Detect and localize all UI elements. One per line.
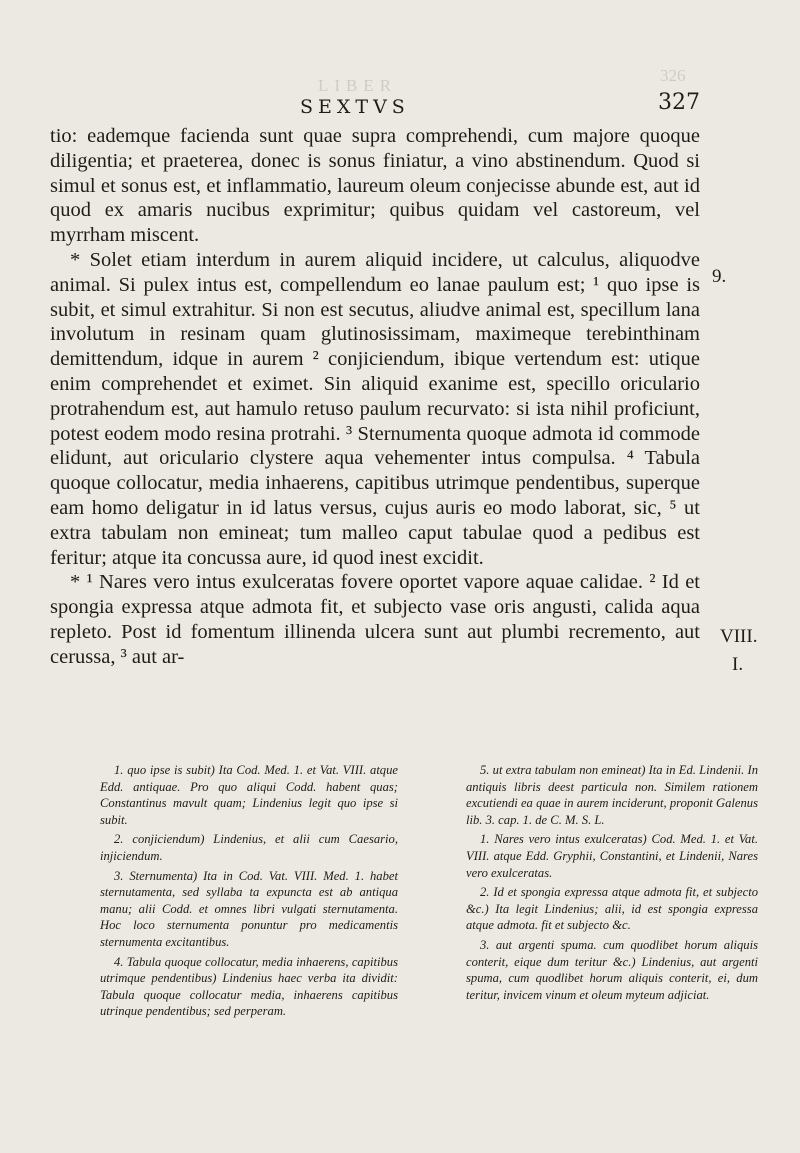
footnotes-left-column bbox=[100, 762, 398, 1023]
margin-section-9: 9. bbox=[712, 266, 727, 287]
paragraph-continuation: tio: eademque facienda sunt quae supra comprehendi, cum majore quoque diligentia; et praeterea, donec is sonus finiatur, a vino abstinendum. Quod si simul et sonus est, et inflammatio, laureum oleum conjecisse abunde est, aut id quod ex amaris nucibus exprimitur; quibus quidam vel castoreum, vel myrrham miscent. bbox=[50, 125, 700, 247]
footnote: 1. Nares vero intus exulceratas) Cod. Med. 1. et Vat. VIII. atque Edd. Gryphii, Constantini, et Lindenii, Nares vero exulceratas. bbox=[466, 832, 758, 880]
page-number: 327 bbox=[658, 90, 700, 115]
running-head: SEXTVS bbox=[300, 96, 410, 118]
margin-chapter-viii: VIII. bbox=[720, 626, 758, 647]
paragraph-nares: * ¹ Nares vero intus exulceratas fovere oportet vapore aquae calidae. ² Id et spongia expressa atque admota fit, et subjecto vase oris angusti, calida aqua repleto. Post id fomentum illinenda ulcera sunt aut plumbi recremento, aut cerussa, ³ aut ar- bbox=[50, 571, 700, 668]
footnote: 4. Tabula quoque collocatur, media inhaerens, capitibus utrimque pendentibus) Lindenius haec verba ita dividit: Tabula quoque collocatur media, inhaerens capitibus utrinque pendentibus; sed perperam. bbox=[100, 954, 398, 1019]
paragraph-objects-in-ear: * Solet etiam interdum in aurem aliquid incidere, ut calculus, aliquodve animal. Si pulex intus est, compellendum eo lanae paulum est; ¹ quo ipse is subit, et simul extrahitur. Si non est secutus, aliudve animal est, specillum lana involutum in resinam quam glutinosissimam, maximeque terebinthinam demittendum, idque in aurem ² conjiciendum, ibique vertendum est: utique enim comprehendet et eximet. Sin aliquid exanime est, specillo oriculario protrahendum est, aut hamulo retuso paulum recurvato: si ista nihil proficiunt, potest eodem modo resina protrahi. ³ Sternumenta quoque admota id commode elidunt, aut oriculario clystere aqua vehementer intus compulsa. ⁴ Tabula quoque collocatur, media inhaerens, capitibus utrimque pendentibus, superque eam homo deligatur in id latus versus, cujus auris eo modo laborat, sic, ⁵ ut extra tabulam non emineat; tum malleo caput tabulae quod a pedibus est feritur; atque ita concussa aure, id quod inest excidit. bbox=[50, 248, 700, 569]
bleed-through-page-number: 326 bbox=[660, 66, 686, 85]
margin-section-1: I. bbox=[732, 654, 744, 675]
footnote: 1. quo ipse is subit) Ita Cod. Med. 1. et Vat. VIII. atque Edd. antiquae. Pro quo aliqui Codd. habent quas; Constantinus mavult quam; Lindenius legit quo ipse si subit. bbox=[100, 763, 398, 827]
main-text bbox=[50, 124, 700, 670]
bleed-through-title: LIBER bbox=[318, 76, 398, 95]
footnote: 2. Id et spongia expressa atque admota fit, et subjecto &c.) Ita legit Lindenius; alii, id est spongia expressa atque admota. fit et subjecto &c. bbox=[466, 885, 758, 933]
footnote: 2. conjiciendum) Lindenius, et alii cum Caesario, injiciendum. bbox=[100, 832, 398, 863]
footnotes-right-column bbox=[466, 762, 758, 1006]
footnote: 3. aut argenti spuma. cum quodlibet horum aliquis conterit, eique dum teritur &c.) Lindenius, aut argenti spuma, cum quodlibet horum aliquis conterit, ei, dum teritur, invicem vinum et oleum myteum adjiciat. bbox=[466, 937, 758, 1002]
footnote: 5. ut extra tabulam non emineat) Ita in Ed. Lindenii. In antiquis libris deest particula non. Similem rationem excutiendi ea quae in aurem inciderunt, proponit Galenus lib. 3. cap. 1. de C. M. S. L. bbox=[466, 763, 758, 827]
footnote: 3. Sternumenta) Ita in Cod. Vat. VIII. Med. 1. habet sternutamenta, sed syllaba ta expuncta est ab antiqua manu; alii Codd. et omnes libri vulgati sternutamenta. Hoc loco sternumenta ponuntur pro medicamentis sternumenta excitantibus. bbox=[100, 868, 398, 949]
